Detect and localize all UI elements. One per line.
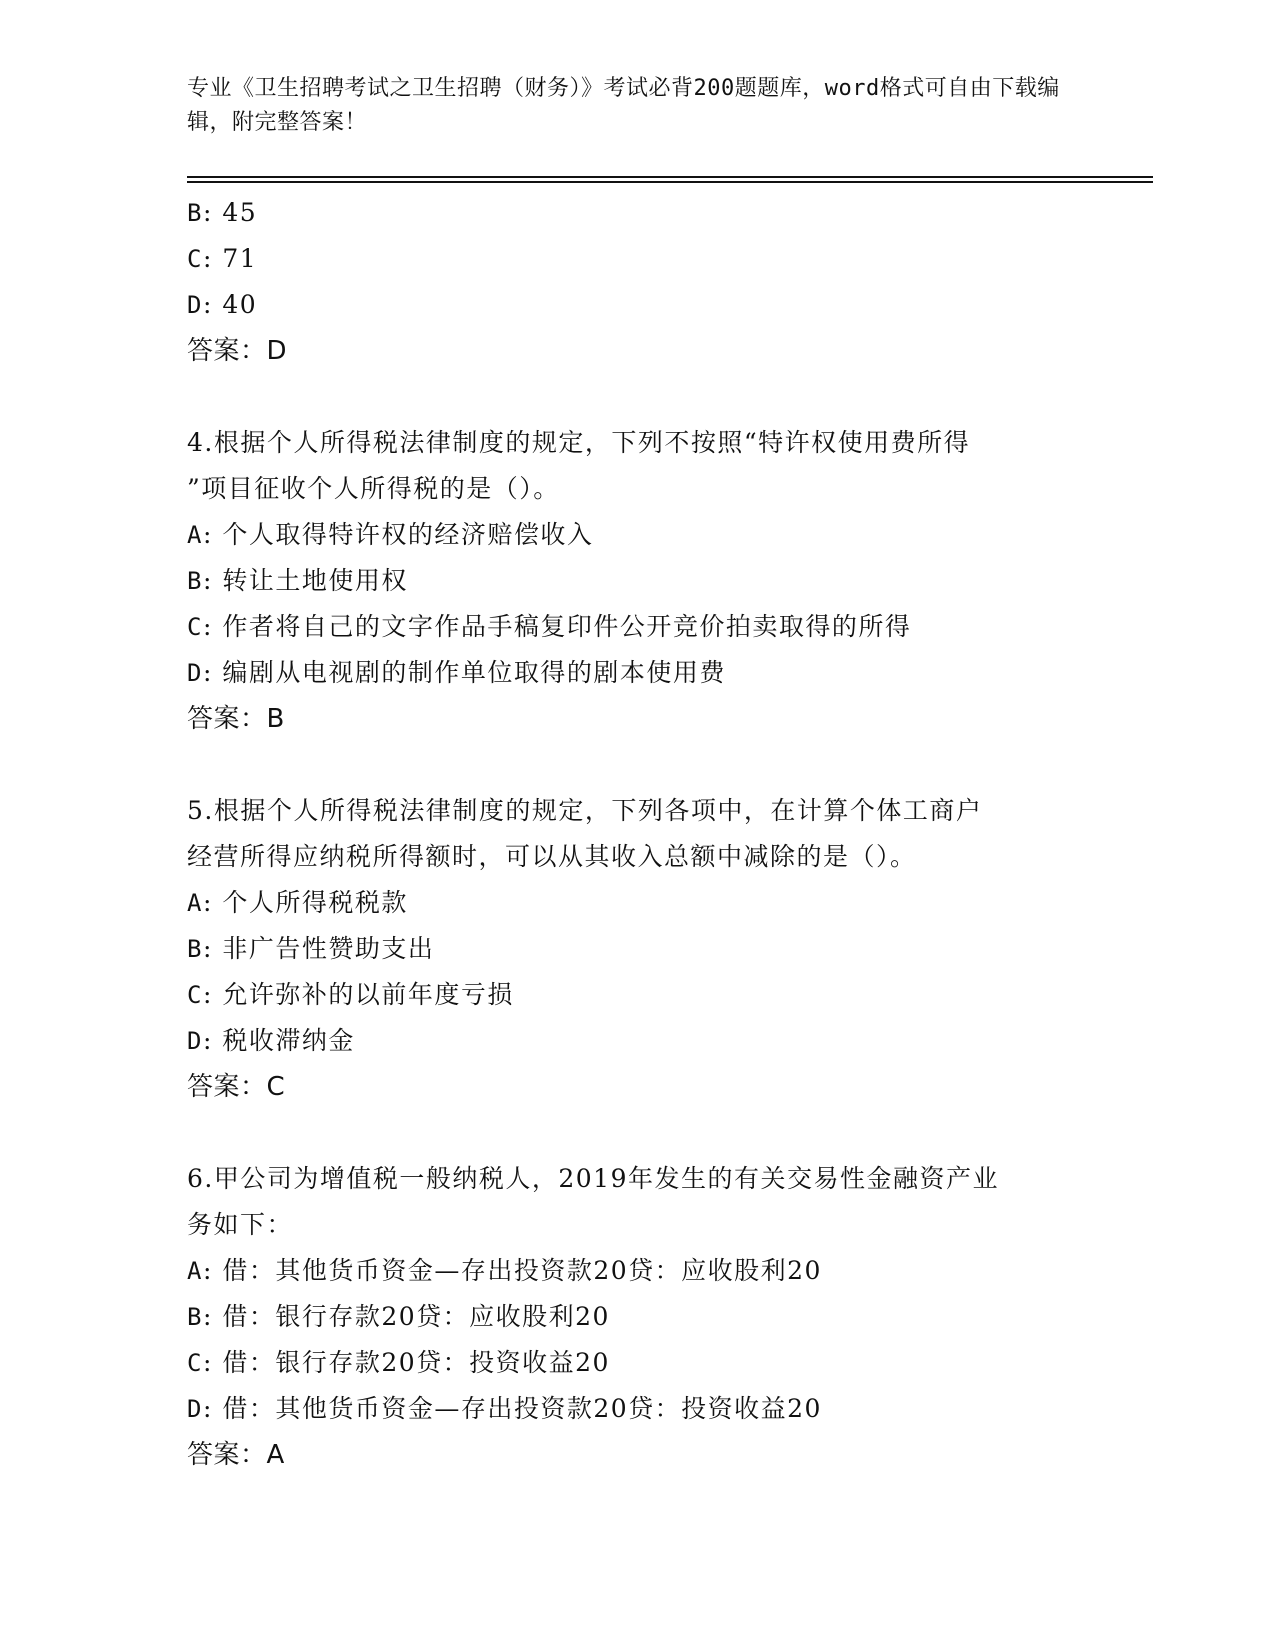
option-separator: : [202,520,223,549]
question-stem-line: 5.根据个人所得税法律制度的规定，下列各项中，在计算个体工商户 [187,796,983,825]
option-letter: A [187,521,203,549]
option-text: 非广告性赞助支出 [222,934,435,963]
spacer [187,1110,1087,1156]
question-stem-line: 6.甲公司为增值税一般纳税人，2019年发生的有关交易性金融资产业 [187,1164,999,1193]
option-separator: : [202,1256,223,1285]
option-letter: B [187,199,203,227]
option-line [187,972,1087,1018]
option-text: 借：银行存款20贷：应收股利20 [222,1302,610,1331]
option-text: 作者将自己的文字作品手稿复印件公开竞价拍卖取得的所得 [222,612,912,641]
option-line [187,1248,1087,1294]
option-text: 借：其他货币资金—存出投资款20贷：投资收益20 [222,1394,822,1423]
option-text: 编剧从电视剧的制作单位取得的剧本使用费 [222,658,726,687]
option-letter: B [187,935,203,963]
option-text: 45 [222,198,258,227]
spacer [187,374,1087,420]
option-letter: A [187,889,203,917]
option-text: 个人取得特许权的经济赔偿收入 [222,520,594,549]
option-separator: : [202,1394,223,1423]
option-letter: D [187,291,203,319]
option-letter: C [187,613,203,641]
option-letter: C [187,981,203,1009]
answer-line: 答案：B [187,704,285,734]
option-separator: : [202,1302,223,1331]
option-letter: A [187,1257,203,1285]
option-line [187,236,1087,282]
option-line [187,1386,1087,1432]
option-separator: : [202,888,223,917]
option-line [187,1018,1087,1064]
option-separator: : [202,980,223,1009]
option-text: 71 [222,244,258,273]
spacer [187,742,1087,788]
option-line [187,190,1087,236]
option-line [187,604,1087,650]
option-text: 转让土地使用权 [222,566,408,595]
option-line [187,926,1087,972]
option-line [187,880,1087,926]
option-text: 40 [222,290,258,319]
document-header: 专业《卫生招聘考试之卫生招聘（财务）》考试必背200题题库，word格式可自由下载编辑，附完整答案！ [187,76,1060,135]
option-text: 税收滞纳金 [222,1026,355,1055]
option-text: 允许弥补的以前年度亏损 [222,980,514,1009]
option-letter: C [187,1349,203,1377]
header-rule-top [187,176,1153,178]
option-separator: : [202,290,223,319]
option-separator: : [202,198,223,227]
option-line [187,558,1087,604]
option-line [187,512,1087,558]
option-text: 借：银行存款20贷：投资收益20 [222,1348,610,1377]
option-letter: C [187,245,203,273]
option-separator: : [202,244,223,273]
option-separator: : [202,1026,223,1055]
option-letter: D [187,1027,203,1055]
option-separator: : [202,934,223,963]
option-line [187,1340,1087,1386]
option-letter: B [187,1303,203,1331]
question-stem-line: ”项目征收个人所得税的是（）。 [187,474,560,503]
option-separator: : [202,566,223,595]
answer-line: 答案：C [187,1072,286,1102]
option-separator: : [202,1348,223,1377]
question-stem-line: 4.根据个人所得税法律制度的规定，下列不按照“特许权使用费所得 [187,428,971,457]
option-letter: D [187,659,203,687]
option-separator: : [202,658,223,687]
option-line [187,1294,1087,1340]
option-line [187,282,1087,328]
option-text: 个人所得税税款 [222,888,408,917]
option-separator: : [202,612,223,641]
question-content [187,190,1087,1478]
option-line [187,650,1087,696]
answer-line: 答案：A [187,1440,285,1470]
question-stem-line: 务如下： [187,1210,294,1239]
option-text: 借：其他货币资金—存出投资款20贷：应收股利20 [222,1256,822,1285]
header-rule-bottom [187,181,1153,183]
answer-line: 答案：D [187,336,288,366]
question-stem-line: 经营所得应纳税所得额时，可以从其收入总额中减除的是（）。 [187,842,917,871]
option-letter: D [187,1395,203,1423]
option-letter: B [187,567,203,595]
